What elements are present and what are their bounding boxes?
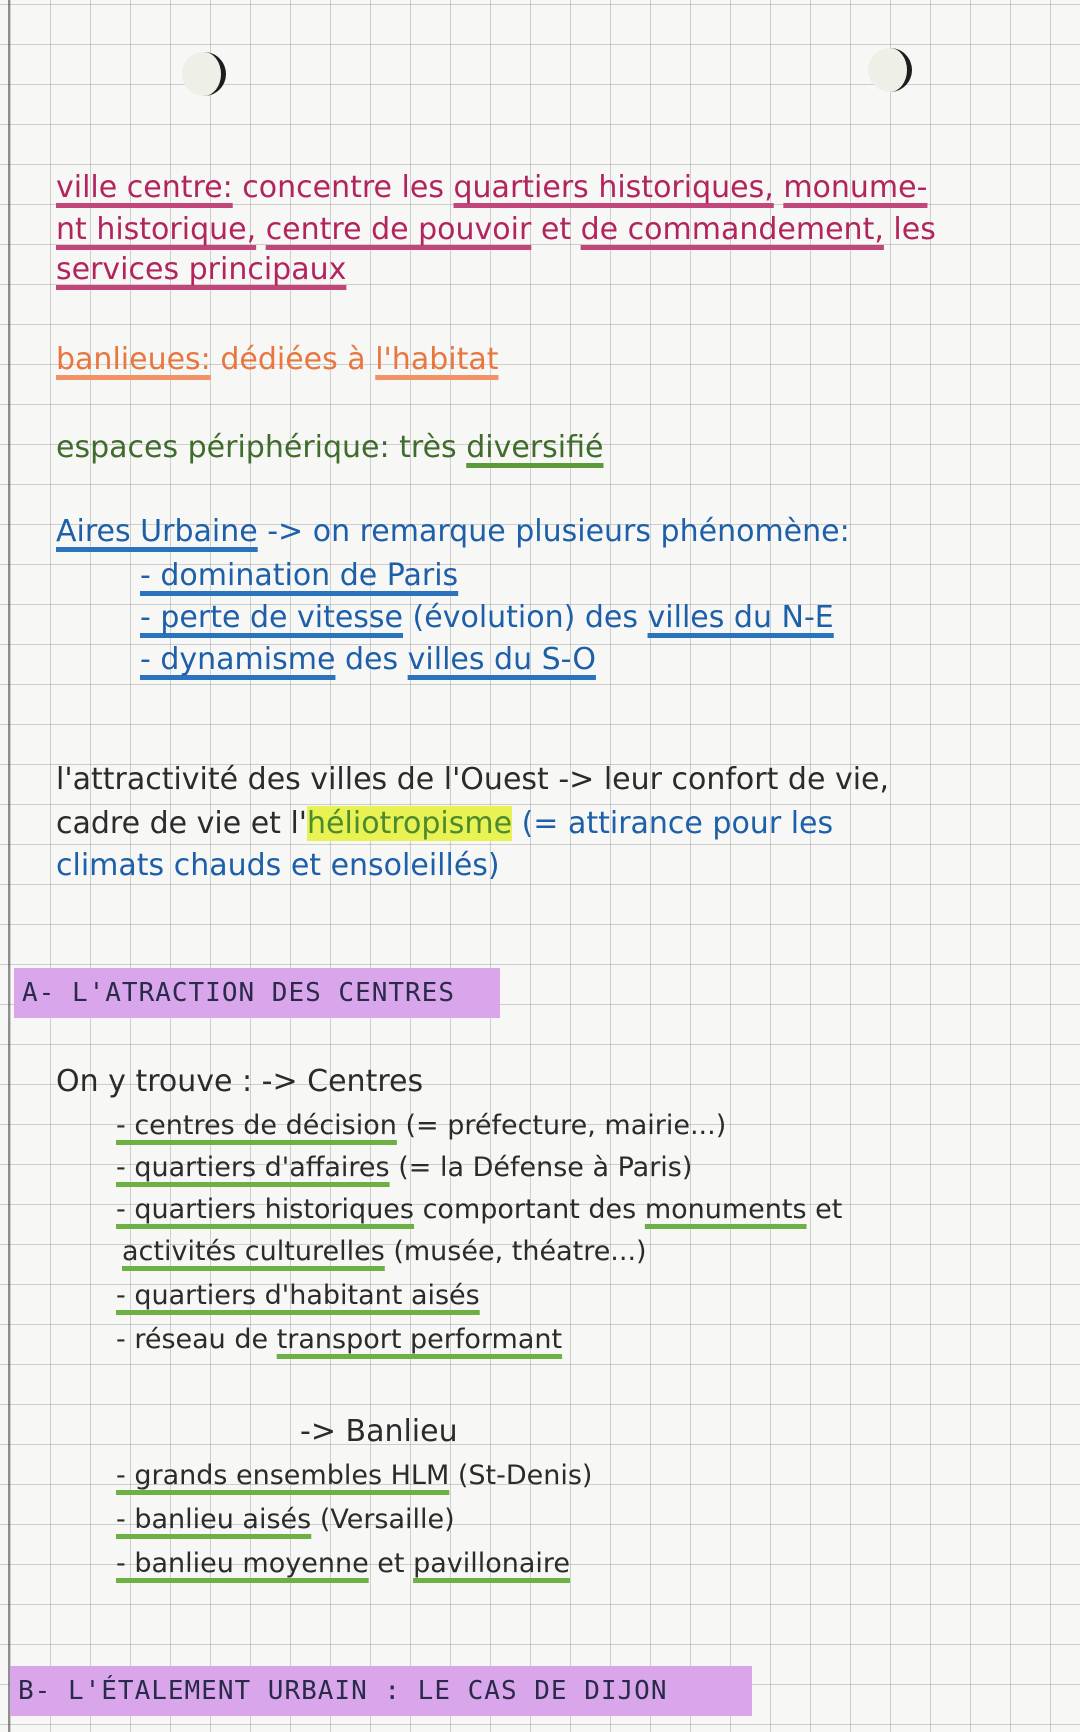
attractivite-line-3	[56, 846, 500, 886]
centres-item-6	[116, 1320, 562, 1360]
banlieues-line	[56, 340, 499, 380]
espaces-term: espaces périphérique:	[56, 430, 390, 465]
attractivite-text: cadre de vie et l'	[56, 806, 308, 841]
banlieues-item-text: (Versaille)	[311, 1504, 455, 1535]
heliotropisme-highlight: héliotropisme	[307, 806, 513, 841]
centres-item-underlined-2: transport performant	[276, 1324, 563, 1355]
aires-item-text: - domination de Paris	[140, 558, 459, 593]
attractivite-text: l'attractivité des villes de l'Ouest -> leur confort de vie,	[56, 762, 890, 797]
aires-rest: -> on remarque plusieurs phénomène:	[267, 514, 850, 549]
banlieues-item-underlined: - banlieu aisés	[116, 1504, 312, 1535]
banlieu-head	[300, 1412, 458, 1452]
section-a-title: A- L'ATRACTION DES CENTRES	[14, 968, 500, 1018]
banlieues-term: banlieues:	[56, 342, 211, 377]
espaces-text: très	[399, 430, 457, 465]
punch-hole-right	[868, 48, 912, 92]
attractivite-line-1	[56, 760, 889, 800]
centres-item-underlined: - centres de décision	[116, 1110, 397, 1141]
ville-centre-line-1	[56, 168, 927, 208]
ville-centre-monume: monume-	[783, 170, 928, 205]
banlieu-head-text: -> Banlieu	[300, 1414, 458, 1449]
margin-line	[8, 0, 10, 1732]
centres-item-text: (= la Défense à Paris)	[389, 1152, 693, 1183]
aires-item-cities: villes du N-E	[647, 600, 834, 635]
banlieues-text: dédiées à	[220, 342, 366, 377]
centres-item-1	[116, 1106, 726, 1146]
ville-centre-commandement: de commandement,	[580, 212, 884, 247]
centres-item-text-2: et	[806, 1194, 843, 1225]
banlieues-item-3	[116, 1544, 570, 1584]
attractivite-definition: (= attirance pour les	[512, 806, 834, 841]
centres-item-text: - réseau de	[116, 1324, 277, 1355]
banlieues-item-underlined: - banlieu moyenne	[116, 1548, 369, 1579]
banlieues-item-text: (St-Denis)	[449, 1460, 593, 1491]
punch-hole-left	[182, 52, 226, 96]
section-a-intro-text: On y trouve : -> Centres	[56, 1064, 424, 1099]
centres-item-underlined: activités culturelles	[122, 1236, 385, 1267]
banlieues-habitat: l'habitat	[375, 342, 499, 377]
aires-item-1	[140, 556, 458, 596]
attractivite-line-2	[56, 804, 833, 844]
ville-centre-pouvoir: centre de pouvoir	[265, 212, 532, 247]
espaces-line	[56, 428, 603, 468]
banlieues-item-underlined: - grands ensembles HLM	[116, 1460, 450, 1491]
ville-centre-les: les	[893, 212, 936, 247]
banlieues-item-1	[116, 1456, 592, 1496]
centres-item-5	[116, 1276, 480, 1316]
centres-item-3	[116, 1190, 842, 1230]
attractivite-definition: climats chauds et ensoleillés)	[56, 848, 500, 883]
ville-centre-services: services principaux	[56, 252, 347, 287]
ville-centre-et: et	[540, 212, 572, 247]
banlieues-item-underlined-2: pavillonaire	[413, 1548, 571, 1579]
centres-item-2	[116, 1148, 692, 1188]
ville-centre-line-2	[56, 210, 936, 250]
centres-item-underlined: - quartiers d'habitant aisés	[116, 1280, 480, 1311]
ville-centre-text: concentre les	[242, 170, 444, 205]
banlieues-item-2	[116, 1500, 455, 1540]
aires-item-text: - dynamisme	[140, 642, 336, 677]
section-b-title: B- L'ÉTALEMENT URBAIN : LE CAS DE DIJON	[10, 1666, 752, 1716]
centres-item-text: (= préfecture, mairie...)	[396, 1110, 727, 1141]
ville-centre-line-3	[56, 250, 346, 290]
aires-line	[56, 512, 850, 552]
centres-item-4	[122, 1232, 647, 1272]
aires-item-cities: villes du S-O	[407, 642, 596, 677]
aires-item-text: - perte de vitesse	[140, 600, 404, 635]
section-a-intro	[56, 1062, 423, 1102]
espaces-diversifie: diversifié	[466, 430, 604, 465]
banlieues-item-text: et	[368, 1548, 414, 1579]
centres-item-underlined: - quartiers d'affaires	[116, 1152, 390, 1183]
aires-item-mid: des	[335, 642, 408, 677]
centres-item-underlined: - quartiers historiques	[116, 1194, 414, 1225]
aires-item-2	[140, 598, 834, 638]
aires-item-3	[140, 640, 596, 680]
centres-item-underlined-2: monuments	[644, 1194, 807, 1225]
ville-centre-term: ville centre:	[56, 170, 233, 205]
ville-centre-quartiers: quartiers historiques,	[453, 170, 774, 205]
aires-lead: Aires Urbaine	[56, 514, 258, 549]
centres-item-text: (musée, théatre...)	[384, 1236, 647, 1267]
ville-centre-monument: nt historique,	[56, 212, 257, 247]
centres-item-text: comportant des	[414, 1194, 645, 1225]
aires-item-mid: (évolution) des	[403, 600, 648, 635]
